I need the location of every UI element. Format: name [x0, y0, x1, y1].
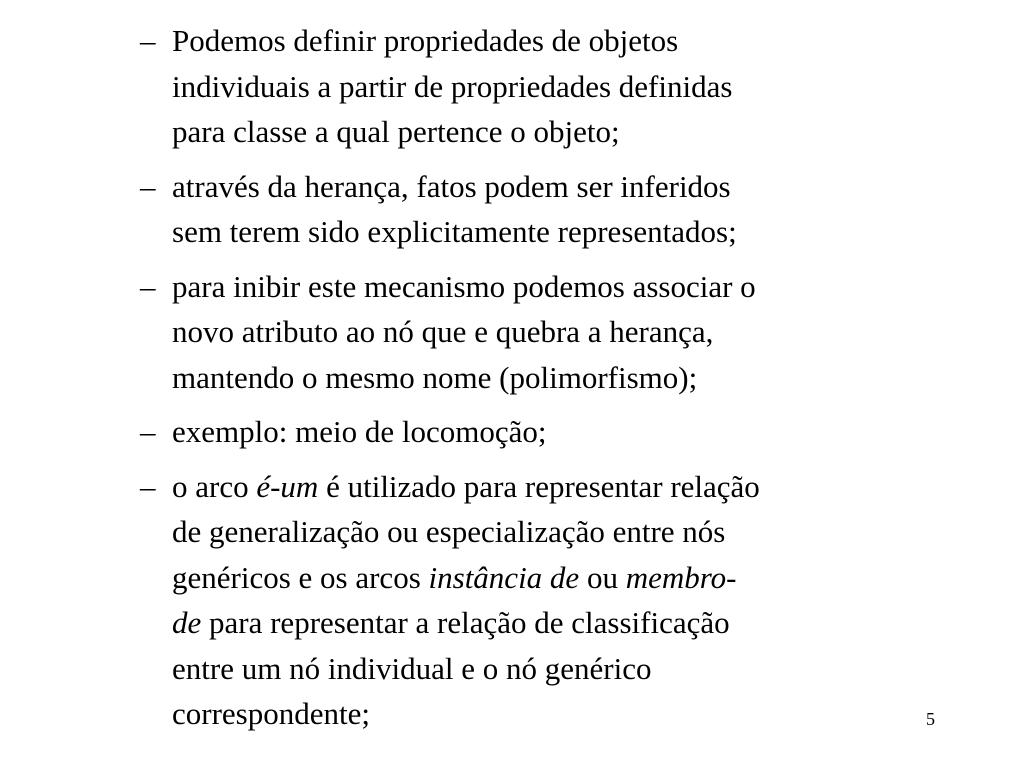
bullet-item [140, 164, 940, 255]
text-segment: genéricos e os arcos [172, 559, 429, 595]
bullet-line [172, 600, 940, 646]
bullet-list [140, 18, 940, 746]
text-segment: é utilizado para representar relação [318, 468, 760, 504]
bullet-line: Podemos definir propriedades de objetos [172, 23, 679, 58]
bullet-line: para inibir este mecanismo podemos associar o [172, 268, 756, 304]
bullet-item [140, 464, 940, 737]
italic-term: de [172, 605, 202, 640]
bullet-item [140, 18, 940, 155]
text-segment: para representar a relação de classificação [201, 605, 730, 640]
bullet-item [140, 264, 940, 401]
text-segment: ou [586, 559, 626, 595]
bullet-line: entre um nó individual e o nó genérico [172, 650, 652, 686]
italic-term: membro- [625, 559, 737, 595]
bullet-line: de generalização ou especialização entre nós [172, 514, 726, 549]
bullet-marker: – [140, 23, 156, 58]
bullet-marker: – [140, 168, 156, 204]
bullet-line: correspondente; [172, 696, 370, 731]
text-segment: o arco [172, 468, 257, 504]
bullet-item [140, 409, 940, 455]
bullet-line [172, 555, 940, 601]
bullet-line: sem terem sido explicitamente representados; [172, 214, 737, 249]
bullet-marker: – [140, 268, 156, 304]
bullet-line: individuais a partir de propriedades definidas [172, 68, 733, 104]
italic-term: é-um [256, 468, 319, 504]
page-number: 5 [926, 709, 935, 729]
bullet-marker: – [140, 414, 156, 449]
bullet-line: para classe a qual pertence o objeto; [172, 114, 620, 149]
bullet-line: novo atributo ao nó que e quebra a herança, [172, 314, 714, 349]
bullet-line [172, 464, 940, 510]
italic-term: instância de [428, 559, 580, 595]
bullet-line: exemplo: meio de locomoção; [172, 414, 547, 449]
bullet-line: através da herança, fatos podem ser inferidos [172, 168, 731, 204]
bullet-line: mantendo o mesmo nome (polimorfismo); [172, 359, 698, 395]
bullet-marker: – [140, 468, 156, 504]
